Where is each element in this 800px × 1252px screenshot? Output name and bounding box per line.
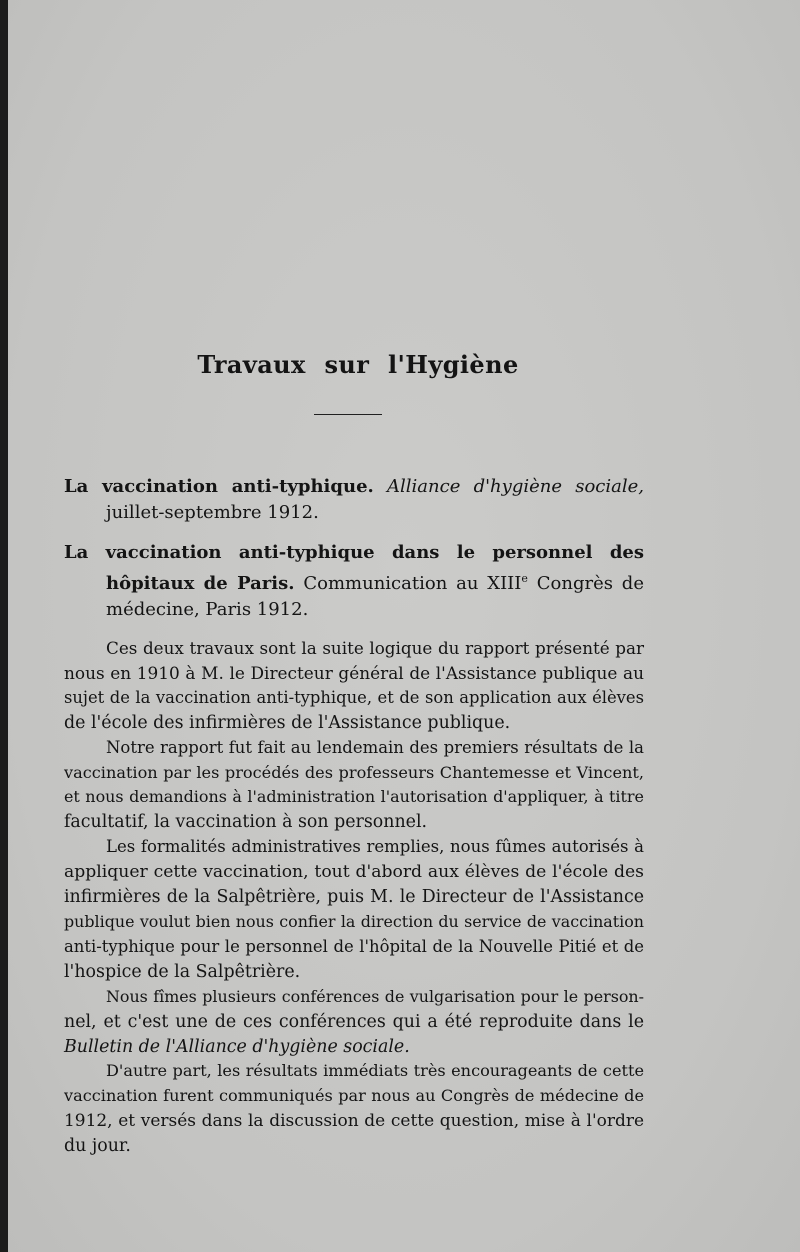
text-line: facultatif, la vaccination à son personnel. <box>64 812 428 833</box>
text-line: du jour. <box>64 1136 131 1157</box>
bulletin-title: Bulletin de l'Alliance d'hygiène sociale. <box>64 1036 410 1057</box>
text-line: Notre rapport fut fait au lendemain des premiers résultats de la <box>106 737 644 757</box>
paragraph <box>64 636 644 736</box>
reference-detail-end: Congrès de médecine, Paris 1912. <box>106 573 644 620</box>
text-line: l'hospice de la Salpêtrière. <box>64 961 301 982</box>
document-page <box>8 0 800 1252</box>
text-line: nous en 1910 à M. le Directeur général de l'Assistance publique au <box>64 662 644 683</box>
reference-date: juillet-septembre 1912. <box>106 502 319 523</box>
text-line: infirmières de la Salpêtrière, puis M. le Directeur de l'Assistance <box>64 887 644 908</box>
reference-item <box>64 474 644 526</box>
reference-detail: Communication au XIII <box>303 573 522 594</box>
text-line: sujet de la vaccination anti-typhique, et de son application aux élèves <box>64 687 644 707</box>
text-line: 1912, et versés dans la discussion de cette question, mise à l'ordre <box>64 1111 644 1132</box>
paragraph <box>64 736 644 836</box>
page-title: Travaux sur l'Hygiène <box>197 350 519 379</box>
references-list <box>64 474 644 637</box>
paragraph <box>64 1059 644 1159</box>
reference-title: La vaccination anti-typhique dans le personnel des hôpitaux de Paris. <box>64 542 644 594</box>
title-divider <box>314 414 382 415</box>
paragraph <box>64 985 644 1060</box>
text-line: et nous demandions à l'administration l'autorisation d'appliquer, à titre <box>64 787 644 807</box>
text-line: nel, et c'est une de ces conférences qui a été reproduite dans le <box>64 1011 644 1032</box>
text-line: Nous fîmes plusieurs conférences de vulgarisation pour le person- <box>106 986 644 1006</box>
text-line: Ces deux travaux sont la suite logique du rapport présenté par <box>106 638 644 658</box>
text-line: D'autre part, les résultats immédiats très encourageants de cette <box>106 1061 644 1081</box>
reference-item <box>64 540 644 623</box>
text-line: vaccination par les procédés des professeurs Chantemesse et Vincent, <box>64 762 644 782</box>
reference-source: Alliance d'hygiène sociale, <box>387 476 644 497</box>
reference-superscript: e <box>521 572 528 585</box>
text-line: Les formalités administratives remplies, nous fûmes autorisés à <box>106 837 644 857</box>
reference-title: La vaccination anti-typhique. <box>64 476 374 497</box>
text-line: anti-typhique pour le personnel de l'hôpital de la Nouvelle Pitié et de <box>64 936 644 956</box>
paragraph <box>64 835 644 984</box>
text-line: publique voulut bien nous confier la direction du service de vaccination <box>64 911 644 931</box>
text-line: vaccination furent communiqués par nous au Congrès de médecine de <box>64 1086 644 1106</box>
text-line: de l'école des infirmières de l'Assistance publique. <box>64 712 511 733</box>
body-text <box>64 636 644 1159</box>
text-line: appliquer cette vaccination, tout d'abord aux élèves de l'école des <box>64 862 644 883</box>
text-line-italic <box>64 1035 644 1060</box>
